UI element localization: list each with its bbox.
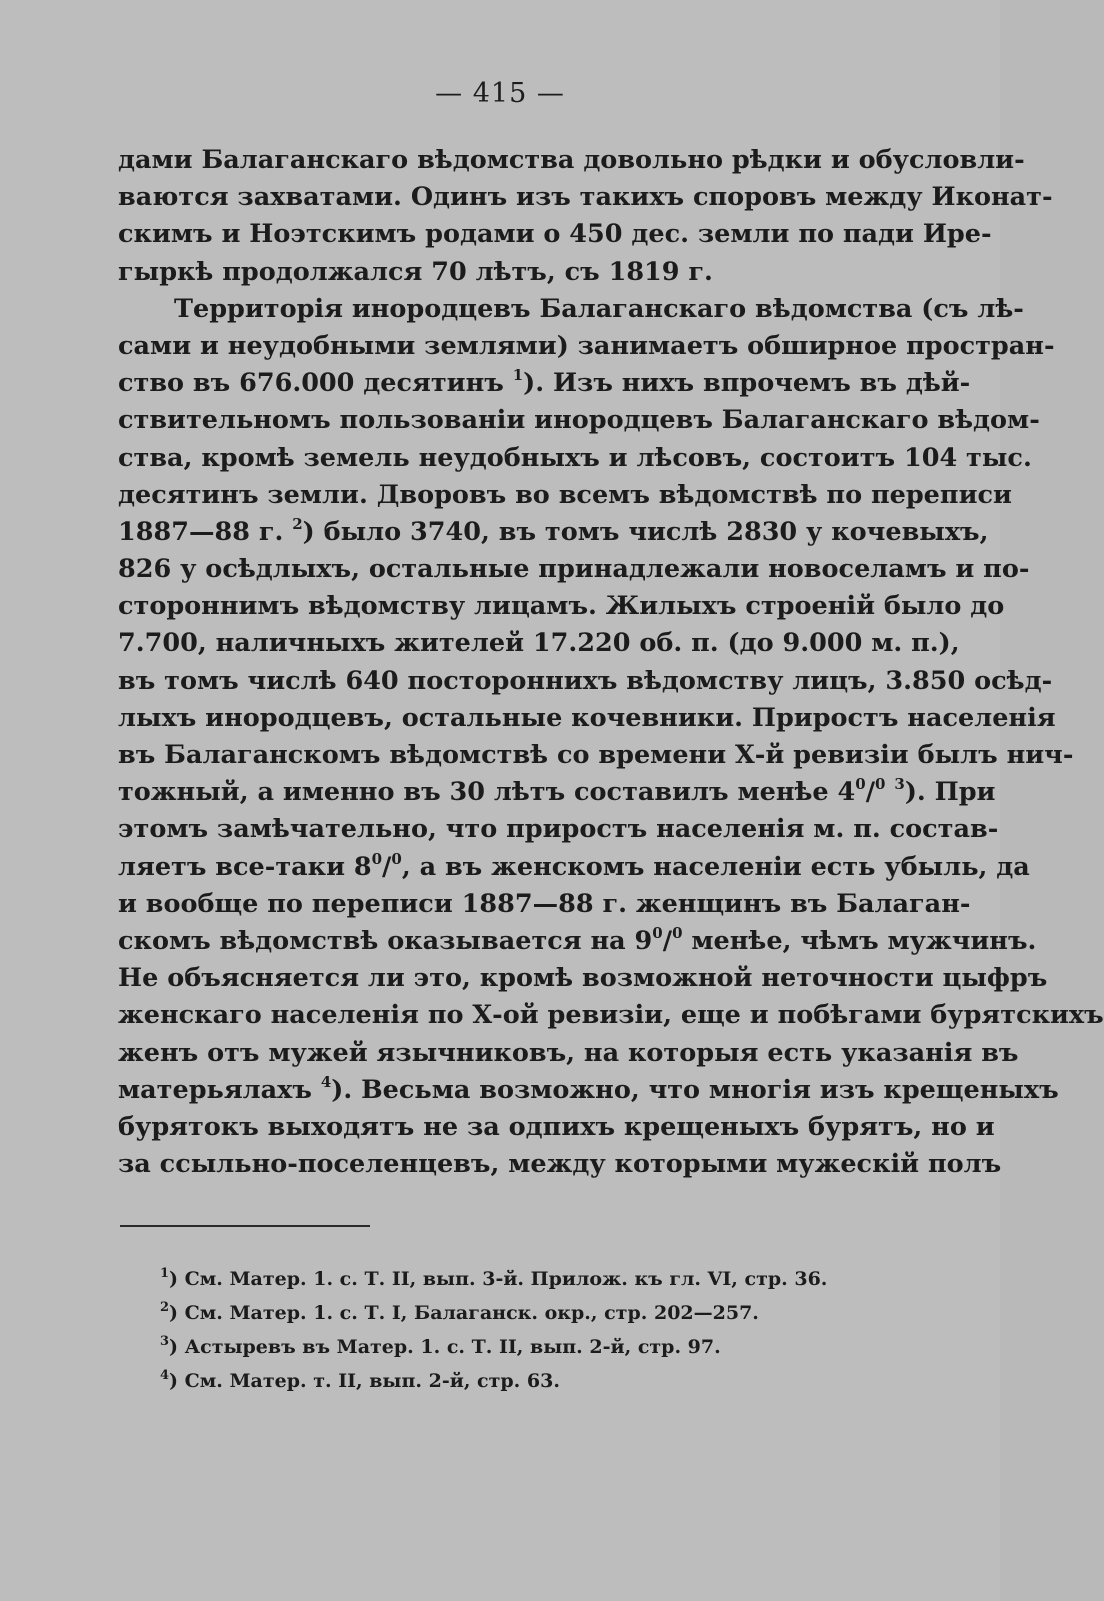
text-line: ваются захватами. Одинъ изъ такихъ споровъ между Иконат-	[118, 182, 1053, 213]
text-line: женскаго населенія по Х-ой ревизіи, еще и побѣгами бурятскихъ	[118, 1000, 1104, 1031]
text-line: десятинъ земли. Дворовъ во всемъ вѣдомствѣ по переписи	[118, 479, 1012, 510]
page-number: — 415 —	[435, 78, 565, 109]
text-line: лыхъ инородцевъ, остальные кочевники. Приростъ населенія	[118, 702, 1056, 733]
text-line: Территорія инородцевъ Балаганскаго вѣдомства (съ лѣ-	[174, 293, 1024, 324]
footnote-marker: 3	[160, 1334, 170, 1349]
text-line: 826 у осѣдлыхъ, остальные принадлежали новоселамъ и по-	[118, 554, 1030, 585]
text-line: тожный, а именно въ 30 лѣтъ составилъ менѣе $4^0/^0$ $^3$). При	[118, 775, 996, 808]
footnote-marker: 4	[160, 1368, 170, 1383]
text-line: въ Балаганскомъ вѣдомствѣ со времени Х-й ревизіи былъ нич-	[118, 740, 1074, 770]
text-line: ство въ 676.000 десятинъ $^1$). Изъ нихъ впрочемъ въ дѣй-	[118, 366, 971, 399]
text-line: сами и неудобными землями) занимаетъ обширное простран-	[118, 330, 1055, 361]
body-text	[118, 142, 1104, 1183]
text-line: и вообще по переписи 1887—88 г. женщинъ въ Балаган-	[118, 888, 971, 919]
text-line: стороннимъ вѣдомству лицамъ. Жилыхъ строеній было до	[118, 591, 1005, 622]
footnote-4	[160, 1364, 880, 1398]
footnote-marker: 2	[160, 1300, 170, 1315]
footnotes	[160, 1262, 880, 1398]
text-line: скомъ вѣдомствѣ оказывается на $9^0/^0$ менѣе, чѣмъ мужчинъ.	[118, 923, 1037, 956]
text-line: ляетъ все-таки $8^0/^0$, а въ женскомъ населеніи есть убыль, да	[118, 849, 1030, 882]
text-line: этомъ замѣчательно, что приростъ населенія м. п. состав-	[118, 814, 999, 845]
footnote-text: ) Астыревъ въ Матер. 1. с. Т. II, вып. 2-й, стр. 97.	[169, 1336, 721, 1358]
text-line: ства, кромѣ земель неудобныхъ и лѣсовъ, состоитъ 104 тыс.	[118, 442, 1032, 473]
text-line: 1887—88 г. $^2$) было 3740, въ томъ числѣ 2830 у кочевыхъ,	[118, 514, 989, 547]
text-line: скимъ и Ноэтскимъ родами о 450 дес. земли по пади Ире-	[118, 219, 992, 250]
text-line: дами Балаганскаго вѣдомства довольно рѣдки и обусловли-	[118, 145, 1025, 175]
text-line: 7.700, наличныхъ жителей 17.220 об. п. (до 9.000 м. п.),	[118, 628, 960, 659]
footnote-divider	[120, 1225, 370, 1227]
text-line: бурятокъ выходятъ не за одпихъ крещеныхъ бурятъ, но и	[118, 1111, 995, 1142]
footnote-text: ) См. Матер. 1. с. Т. II, вып. 3-й. Прилож. къ гл. VI, стр. 36.	[169, 1268, 828, 1290]
footnote-2	[160, 1296, 880, 1330]
footnote-text: ) См. Матер. 1. с. Т. I, Балаганск. окр., стр. 202—257.	[169, 1302, 759, 1324]
text-line: Не объясняется ли это, кромѣ возможной неточности цыфръ	[118, 963, 1048, 994]
text-line: гыркѣ продолжался 70 лѣтъ, съ 1819 г.	[118, 256, 713, 287]
footnote-text: ) См. Матер. т. II, вып. 2-й, стр. 63.	[169, 1370, 560, 1392]
text-line: за ссыльно-поселенцевъ, между которыми мужескій полъ	[118, 1149, 1002, 1180]
text-line: въ томъ числѣ 640 постороннихъ вѣдомству лицъ, 3.850 осѣд-	[118, 665, 1053, 696]
text-line: матерьялахъ $^4$). Весьма возможно, что многія изъ крещеныхъ	[118, 1072, 1059, 1105]
text-line: женъ отъ мужей язычниковъ, на которыя есть указанія въ	[118, 1037, 1019, 1068]
footnote-1	[160, 1262, 880, 1296]
text-line: ствительномъ пользованіи инородцевъ Балаганскаго вѣдом-	[118, 405, 1040, 436]
footnote-marker: 1	[160, 1266, 170, 1281]
footnote-3	[160, 1330, 880, 1364]
